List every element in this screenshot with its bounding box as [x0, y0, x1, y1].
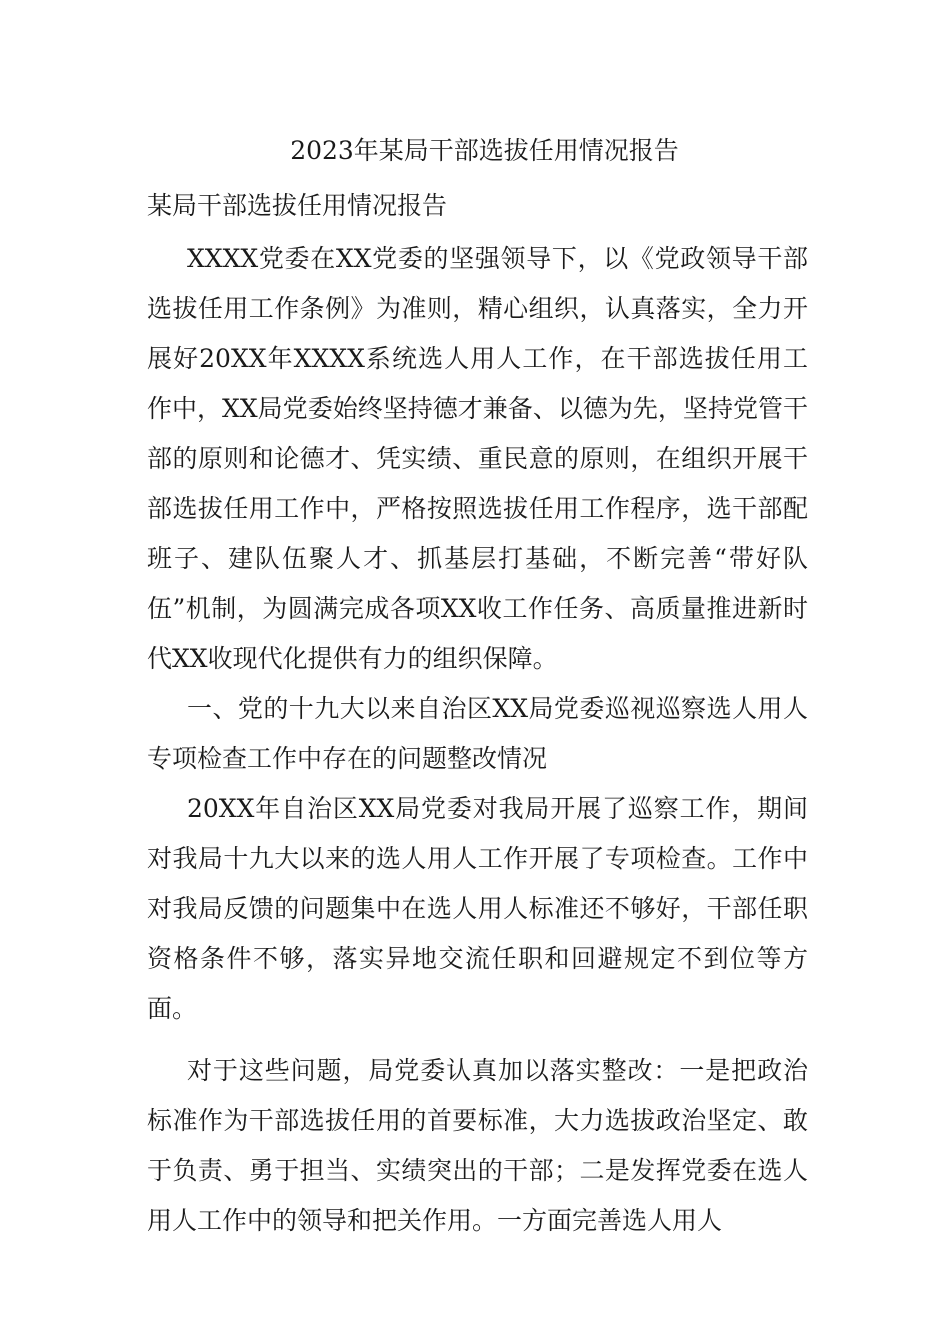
document-subtitle: 某局干部选拔任用情况报告	[147, 191, 448, 220]
paragraph-rectification: 对于这些问题，局党委认真加以落实整改：一是把政治标准作为干部选拔任用的首要标准，大力选拔政治坚定、敢于负责、勇于担当、实绩突出的干部；二是发挥党委在选人用人工作中的领导和把关作用。一方面完善选人用人	[147, 1056, 808, 1235]
section-heading-1: 一、党的十九大以来自治区XX局党委巡视巡察选人用人专项检查工作中存在的问题整改情况	[147, 694, 808, 773]
document-title: 2023年某局干部选拔任用情况报告	[290, 136, 679, 165]
paragraph-intro: XXXX党委在XX党委的坚强领导下，以《党政领导干部选拔任用工作条例》为准则，精心组织，认真落实，全力开展好20XX年XXXX系统选人用人工作，在干部选拔任用工作中，XX局党委始终坚持德才兼备、以德为先，坚持党管干部的原则和论德才、凭实绩、重民意的原则，在组织开展干部选拔任用工作中，严格按照选拔任用工作程序，选干部配班子、建队伍聚人才、抓基层打基础，不断完善“带好队伍”机制，为圆满完成各项XX收工作任务、高质量推进新时代XX收现代化提供有力的组织保障。	[147, 244, 808, 673]
paragraph-inspection: 20XX年自治区XX局党委对我局开展了巡察工作，期间对我局十九大以来的选人用人工作开展了专项检查。工作中对我局反馈的问题集中在选人用人标准还不够好，干部任职资格条件不够，落实异地交流任职和回避规定不到位等方面。	[147, 794, 808, 1023]
